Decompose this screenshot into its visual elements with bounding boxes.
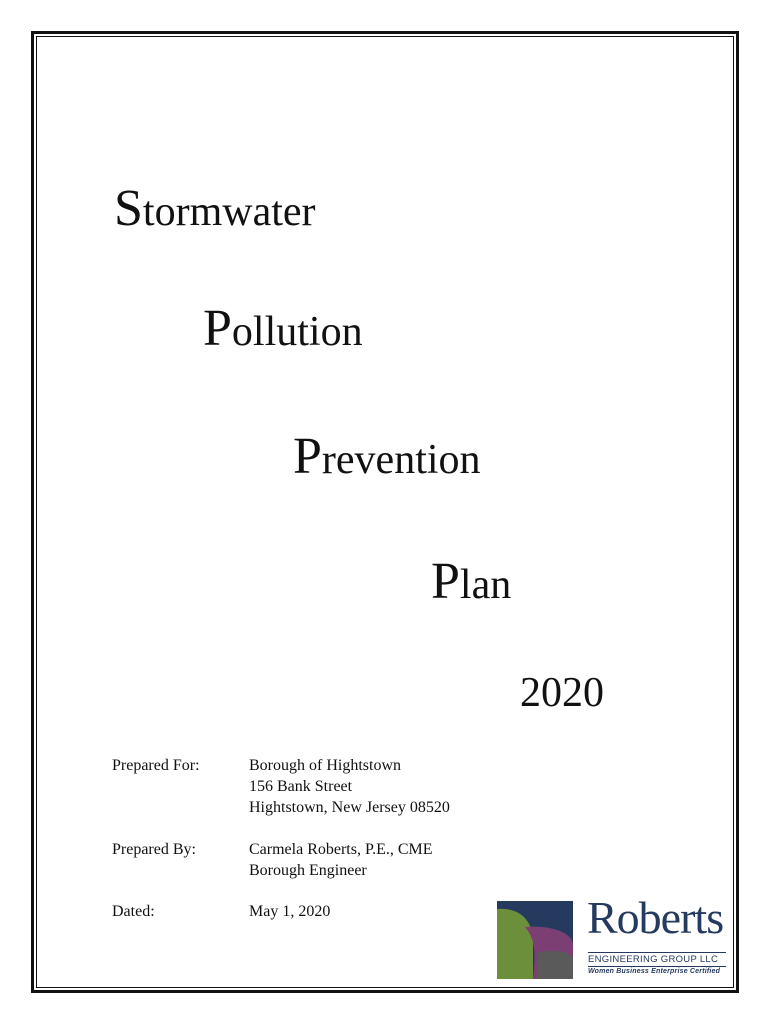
title-initial: P [203,300,232,357]
title-word-stormwater [114,180,316,237]
title-remainder: ollution [231,309,363,355]
logo-tagline: Women Business Enterprise Certified [588,968,721,975]
prepared-for-label: Prepared For: [112,757,200,774]
prepared-for-line: Hightstown, New Jersey 08520 [249,799,450,816]
prepared-by-line: Borough Engineer [249,862,367,879]
title-initial: P [431,553,460,610]
title-word-plan [431,553,512,610]
logo-mark-icon [497,901,577,979]
title-year: 2020 [520,670,604,716]
prepared-for-line: 156 Bank Street [249,778,353,795]
prepared-for-line: Borough of Hightstown [249,757,401,774]
roberts-engineering-logo [497,892,729,979]
title-word-pollution [203,300,363,357]
title-remainder: tormwater [142,189,316,235]
logo-name: Roberts [587,892,724,943]
dated-label: Dated: [112,903,155,920]
title-initial: P [293,428,322,485]
prepared-by-line: Carmela Roberts, P.E., CME [249,841,433,858]
prepared-by-label: Prepared By: [112,841,196,858]
title-word-prevention [293,428,481,485]
logo-subtitle: ENGINEERING GROUP LLC [588,952,726,967]
dated-value: May 1, 2020 [249,903,331,920]
title-initial: S [114,180,143,237]
title-remainder: lan [459,562,512,608]
title-remainder: revention [321,437,481,483]
